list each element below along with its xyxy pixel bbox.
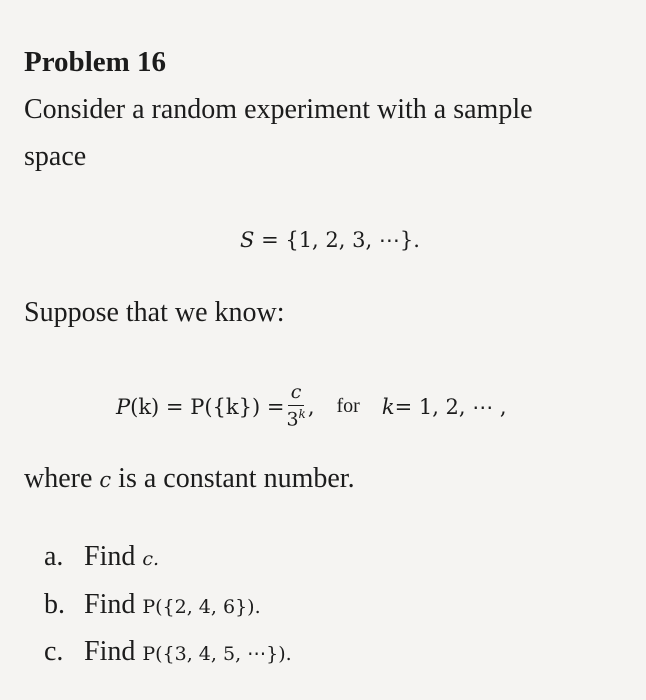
- where-pre: where: [24, 463, 100, 494]
- pmf-den-exp: k: [298, 406, 306, 421]
- part-a-text: Find: [84, 541, 143, 572]
- intro-line-2: space: [24, 141, 87, 172]
- pmf-lhs: (k) = P({k}) =: [130, 394, 285, 419]
- pmf-denominator: [286, 406, 305, 430]
- where-post: is a constant number.: [111, 463, 355, 494]
- part-b-math: P({2, 4, 6}).: [142, 596, 261, 618]
- part-a-label: a.: [44, 541, 64, 572]
- part-c-text: Find: [84, 636, 143, 667]
- pmf-den-base: 3: [286, 408, 299, 431]
- pmf-fraction: [286, 383, 305, 430]
- part-c: [44, 636, 292, 668]
- sample-space-equation: [240, 228, 420, 252]
- pmf-P: P: [116, 394, 131, 419]
- sample-space-symbol: S: [240, 228, 255, 252]
- sample-space-set: = {1, 2, 3, ⋯}.: [254, 228, 420, 252]
- pmf-range-k: k: [381, 394, 395, 419]
- part-b: [44, 589, 261, 621]
- pmf-comma: ,: [307, 394, 315, 419]
- part-b-label: b.: [44, 589, 65, 620]
- pmf-numerator: c: [288, 383, 305, 406]
- suppose-text: Suppose that we know:: [24, 297, 285, 328]
- pmf-equation: [116, 383, 507, 430]
- intro-line-1: Consider a random experiment with a sample: [24, 94, 533, 125]
- part-a-math: c.: [142, 548, 160, 570]
- pmf-range: = 1, 2, ⋯ ,: [394, 394, 507, 419]
- where-text: [24, 463, 355, 495]
- part-a: [44, 541, 159, 573]
- problem-title: Problem 16: [24, 46, 167, 78]
- where-var: c: [99, 468, 112, 492]
- part-b-text: Find: [84, 589, 143, 620]
- pmf-for: for: [336, 395, 360, 418]
- part-c-math: P({3, 4, 5, ⋯}).: [142, 643, 292, 665]
- part-c-label: c.: [44, 636, 64, 667]
